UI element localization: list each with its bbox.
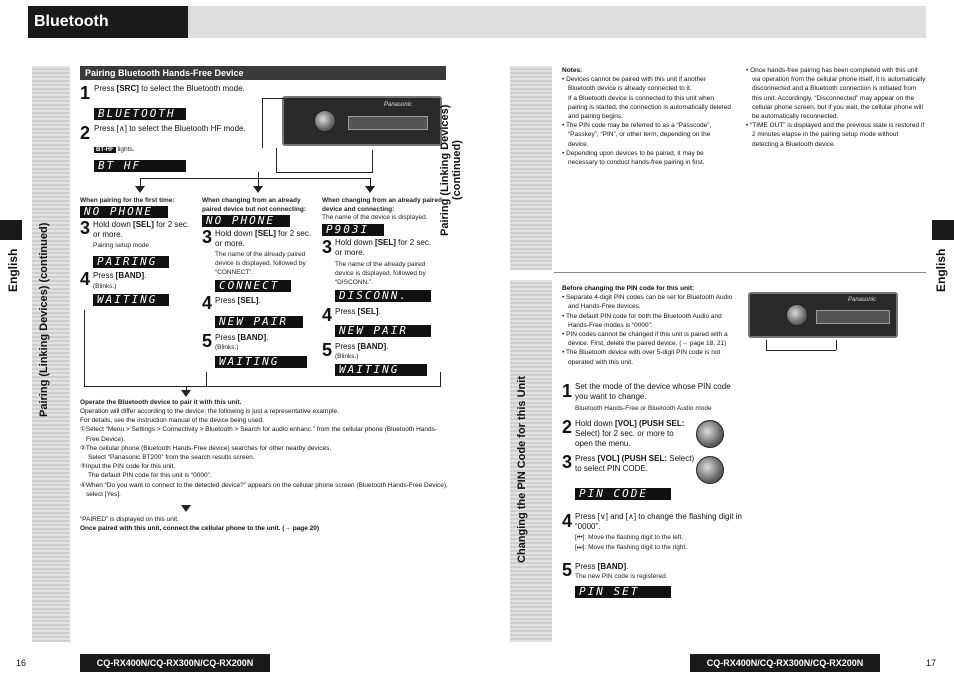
connector-line — [276, 172, 372, 173]
before-2: • The default PIN code for both the Bluetooth Audio and Hands-Free modes is “0000”. — [562, 312, 722, 329]
english-tab-left — [0, 220, 22, 240]
model-footer-right: CQ-RX400N/CQ-RX300N/CQ-RX200N — [690, 654, 880, 672]
page-title: Bluetooth (continued) — [28, 6, 188, 38]
arrow-down-icon — [135, 186, 145, 193]
model-footer-left: CQ-RX400N/CQ-RX300N/CQ-RX200N — [80, 654, 270, 672]
col2-s4-pre: Press — [215, 296, 238, 305]
col3-step-3-note: The name of the already paired device is displayed, followed by “DISCONN.”. — [335, 261, 426, 286]
col3-heading: When changing from an already paired device and connecting: — [322, 197, 442, 213]
col1-lcd-pairing: PAIRING — [93, 256, 169, 268]
pin-step-4-note-1: [⏮]: Move the flashing digit to the left. — [575, 534, 684, 541]
step-2-number: 2 — [80, 123, 91, 143]
col3-step-5-text — [335, 342, 388, 352]
pin-s2-post: Select) for 2 sec. or more to open the menu. — [575, 429, 674, 448]
operate-item-1: ①Select “Menu > Settings > Connectivity > Bluetooth > Search for audio enhanc.” from the cellular phone (Bluetooth Hands-Free Device). — [80, 426, 438, 443]
pin-s3-key: [VOL] (PUSH SEL: — [597, 454, 668, 463]
english-label-right: English — [934, 248, 948, 292]
before-title: Before changing the PIN code for this unit: — [562, 285, 695, 292]
pin-s5-key: [BAND] — [597, 562, 627, 571]
col2-s4-post: . — [258, 296, 261, 305]
pin-step-4-text: Press [∨] and [∧] to change the flashing digit in “0000”. — [575, 512, 742, 531]
step-1-post: to select the Bluetooth mode. — [138, 84, 245, 93]
col2-s3-post: for 2 sec. or more. — [215, 229, 312, 248]
volume-knob — [314, 110, 336, 132]
col3-s3-post: for 2 sec. or more. — [335, 238, 432, 257]
stereo-brand: Panasonic — [384, 102, 413, 108]
operate-line-2: For details, see the instruction manual of the device being used. — [80, 417, 264, 425]
pin-step-3-number: 3 — [562, 452, 573, 472]
col3-lcd-waiting: WAITING — [335, 364, 427, 376]
col3-lcd-disconn: DISCONN. — [335, 290, 431, 302]
pin-s5-pre: Press — [575, 562, 598, 571]
step-1-number: 1 — [80, 83, 91, 103]
connector-line — [276, 148, 277, 172]
note-1b: If a Bluetooth device is connected to this unit when pairing is started, the connection is automatically deleted and pairing begins. — [568, 94, 731, 121]
col1-s4-pre: Press — [93, 271, 116, 280]
operate-line-1: Operation will differ according to the device; the following is just a representative example. — [80, 408, 339, 415]
step-1-pre: Press — [94, 84, 117, 93]
car-stereo-illustration-right — [748, 292, 898, 338]
col2-step-4-number: 4 — [202, 293, 213, 313]
col2-step-3-note: The name of the already paired device is displayed, followed by “CONNECT”. — [215, 251, 306, 276]
pin-s3-post: Select) to select PIN CODE. — [575, 454, 695, 473]
pin-step-1-number: 1 — [562, 381, 573, 401]
stereo-display — [348, 116, 428, 130]
pin-s2-pre: Hold down — [575, 419, 616, 428]
step-2-lights — [94, 145, 134, 155]
col2-lcd-new-pair: NEW PAIR — [215, 316, 303, 328]
pin-step-2-text — [575, 419, 693, 449]
merge-line — [206, 372, 207, 386]
section-divider — [554, 272, 926, 273]
col3-step-5-number: 5 — [322, 340, 333, 360]
lcd-bt-hf: BT HF — [94, 160, 186, 172]
merge-line — [440, 372, 441, 386]
left-vertical-label: Pairing (Linking Devices) (continued) — [38, 222, 50, 418]
before-1: • Separate 4-digit PIN codes can be set for Bluetooth Audio and Hands-Free devices. — [562, 294, 733, 311]
once-paired-message: Once paired with this unit, connect the cellular phone to the unit. (→ page 20) — [80, 525, 320, 532]
col1-step-4-text — [93, 271, 146, 281]
col2-step-4-text — [215, 296, 261, 306]
stereo-brand: Panasonic — [848, 297, 877, 303]
col3-s5-post: . — [386, 342, 389, 351]
col1-s4-post: . — [144, 271, 147, 280]
col3-s3-key: [SEL] — [375, 238, 396, 247]
merge-line — [84, 386, 441, 387]
operate-item-2b: Select “Panasonic BT200” from the search results screen. — [88, 454, 255, 462]
col1-heading: When pairing for the first time: — [80, 197, 175, 204]
pin-step-4-number: 4 — [562, 511, 573, 531]
col3-s4-key: [SEL] — [357, 307, 379, 316]
stereo-display — [816, 310, 890, 324]
arrow-down-icon — [181, 390, 191, 397]
col2-lcd-waiting: WAITING — [215, 356, 307, 368]
vol-knob-illustration — [696, 456, 724, 484]
col1-s3-post: for 2 sec. or more. — [93, 220, 190, 239]
col3-s4-post: . — [378, 307, 381, 316]
pin-step-3-text — [575, 454, 695, 474]
col3-s4-pre: Press — [335, 307, 358, 316]
note-1: • Devices cannot be paired with this unit if another Bluetooth device is already connected to it. — [562, 76, 706, 93]
connector-line — [262, 98, 284, 99]
col2-step-3-text — [215, 229, 315, 249]
pairing-section-title: Pairing Bluetooth Hands-Free Device — [80, 66, 446, 80]
connector-line — [766, 350, 836, 351]
pin-step-5-note: The new PIN code is registered. — [575, 573, 668, 580]
operate-item-3b: The default PIN code for this unit is “0000”. — [88, 472, 212, 480]
pin-step-4-note-2: [⏭]: Move the flashing digit to the right. — [575, 544, 688, 551]
lcd-pin-set: PIN SET — [575, 586, 671, 598]
before-change-notes — [562, 284, 744, 367]
col2-step-3-number: 3 — [202, 227, 213, 247]
english-label-left: English — [6, 248, 20, 292]
note-2: • The PIN code may be referred to as a “Passcode”, “Passkey”, “PIN”, or other term, depending on the device. — [562, 122, 712, 148]
col1-step-3-text — [93, 220, 193, 240]
connector-line — [262, 98, 263, 148]
col2-s4-key: [SEL] — [237, 296, 259, 305]
connector-line — [766, 340, 767, 350]
connector-line — [372, 150, 373, 173]
col2-s5-post: . — [266, 333, 269, 342]
step-2-lights-text: lights. — [115, 146, 135, 153]
col3-sub: The name of the device is displayed. — [322, 214, 428, 221]
branch-line — [258, 178, 259, 186]
col3-s5-key: [BAND] — [357, 342, 387, 351]
arrow-down-icon — [181, 505, 191, 512]
right-top-vertical-text: Pairing (Linking Devices) (continued) — [439, 104, 463, 236]
note-5: • “TIME OUT” is displayed and the previous state is restored if 2 minutes elapse in the pairing setup mode without detecting a Bluetooth device. — [746, 122, 925, 148]
paired-message: “PAIRED” is displayed on this unit. — [80, 516, 179, 523]
col2-s3-key: [SEL] — [255, 229, 276, 238]
connector-line — [836, 340, 837, 350]
col2-s5-pre: Press — [215, 333, 238, 342]
col3-lcd-new-pair: NEW PAIR — [335, 325, 431, 337]
col3-s5-pre: Press — [335, 342, 358, 351]
branch-line — [140, 178, 141, 186]
col2-lcd-connect: CONNECT — [215, 280, 291, 292]
col3-lcd-device-name: P903I — [322, 224, 384, 236]
col1-s3-pre: Hold down — [93, 220, 134, 229]
volume-knob — [786, 304, 808, 326]
branch-line — [370, 178, 371, 186]
branch-line — [140, 178, 370, 179]
pin-s5-post: . — [626, 562, 629, 571]
pin-step-5-number: 5 — [562, 560, 573, 580]
pin-step-5-text — [575, 562, 628, 572]
col1-step-3-note: Pairing setup mode — [93, 242, 150, 249]
col2-step-5-text — [215, 333, 268, 343]
pin-s2-key: [VOL] (PUSH SEL: — [615, 419, 685, 428]
pin-step-1-note: Bluetooth Hands-Free or Bluetooth Audio mode — [575, 405, 712, 412]
vol-knob-illustration — [696, 420, 724, 448]
col2-s5-key: [BAND] — [237, 333, 267, 342]
col3-step-4-number: 4 — [322, 305, 333, 325]
col1-s3-key: [SEL] — [133, 220, 154, 229]
arrow-down-icon — [253, 186, 263, 193]
col1-step-3-number: 3 — [80, 218, 91, 238]
col1-s4-key: [BAND] — [115, 271, 145, 280]
right-bottom-vertical-label: Changing the PIN Code for this Unit — [516, 376, 528, 564]
before-3: • PIN codes cannot be changed if this unit is paired with a device. First, delete the paired device. (→ page 18, 21) — [562, 331, 728, 348]
col3-step-4-text — [335, 307, 381, 317]
page-number-left: 16 — [16, 658, 27, 668]
pin-step-2-number: 2 — [562, 417, 573, 437]
col1-step-4-note: (Blinks.) — [93, 283, 117, 290]
step-1-key: [SRC] — [116, 84, 139, 93]
notes-title: Notes: — [562, 67, 583, 74]
note-3: • Depending upon devices to be paired, it may be necessary to conduct hands-free pairing in first. — [562, 149, 705, 167]
col3-s3-pre: Hold down — [335, 238, 376, 247]
col3-step-3-number: 3 — [322, 237, 333, 257]
col2-s3-pre: Hold down — [215, 229, 256, 238]
operate-item-2a: ②The cellular phone (Bluetooth Hands-Free device) searches for other nearby devices. — [80, 444, 332, 452]
note-4: • Once hands-free pairing has been completed with this unit via operation from the cellular phone itself, it is automatically disconnected and a Bluetooth connection is initiated from this unit. Accordingly, “Disconnected” may appear on the cellular phone screen, but if you wait, the cellular phone will be automatically reconnected. — [746, 67, 926, 121]
operate-body — [80, 407, 450, 499]
col1-lcd-waiting: WAITING — [93, 294, 169, 306]
bt-hf-badge: BT-HF — [96, 147, 114, 153]
merge-line — [84, 310, 85, 386]
notes-right-column — [746, 66, 926, 149]
col2-step-5-note: (Blinks.) — [215, 344, 239, 351]
operate-heading: Operate the Bluetooth device to pair it with this unit. — [80, 399, 242, 406]
english-tab-right — [932, 220, 954, 240]
before-4: • The Bluetooth device with over 5-digit PIN code is not operated with this unit. — [562, 349, 721, 366]
col2-lcd-no-phone: NO PHONE — [202, 215, 290, 227]
arrow-down-icon — [365, 186, 375, 193]
col3-step-3-text — [335, 238, 435, 258]
col2-step-5-number: 5 — [202, 331, 213, 351]
col3-step-5-note: (Blinks.) — [335, 353, 359, 360]
car-stereo-illustration — [282, 96, 442, 146]
pin-step-1-text: Set the mode of the device whose PIN code you want to change. — [575, 382, 731, 401]
col1-step-4-number: 4 — [80, 269, 91, 289]
col2-heading: When changing from an already paired device but not connecting: — [202, 197, 307, 213]
pin-s3-pre: Press — [575, 454, 598, 463]
operate-item-3a: ③Input the PIN code for this unit. — [80, 463, 176, 471]
lcd-pin-code: PIN CODE — [575, 488, 671, 500]
step-1-text — [94, 84, 254, 94]
page-number-right: 17 — [926, 658, 937, 668]
notes-left-column — [562, 66, 732, 167]
col1-lcd-no-phone: NO PHONE — [80, 206, 168, 218]
lcd-bluetooth: BLUETOOTH — [94, 108, 186, 120]
operate-item-4: ④When “Do you want to connect to the detected device?” appears on the cellular phone screen (Bluetooth Hands-Free Device), select [Yes]. — [80, 481, 448, 498]
step-2-text: Press [∧] to select the Bluetooth HF mode. — [94, 124, 246, 133]
right-top-vertical-label — [439, 80, 546, 260]
